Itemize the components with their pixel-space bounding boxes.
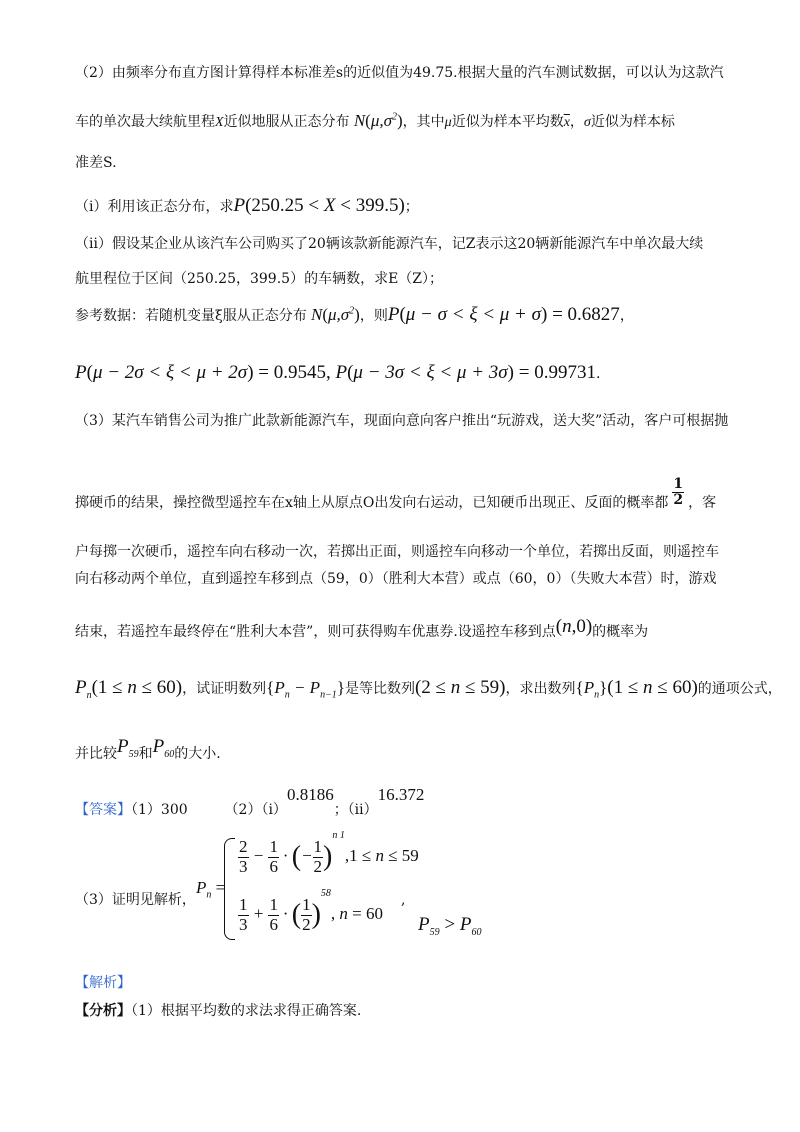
- analysis-fenxi-tag: 【分析】: [75, 1003, 131, 1019]
- answer-tag: 【答案】: [75, 802, 131, 818]
- answer-value-i: 0.8186: [286, 785, 334, 804]
- part2-question-ii-line1: （ⅱ）假设某企业从该汽车公司购买了20辆该款新能源汽车，记Z表示这20辆新能源汽车中单次最大续: [75, 236, 704, 252]
- part2-question-ii-line2: 航里程位于区间（250.25，399.5）的车辆数，求E（Z）；: [75, 271, 444, 287]
- analysis-tag: 【解析】: [75, 975, 131, 991]
- part3-line6: $P_n(1 \le n \le 60)$，试证明数列$\{P_n - P_{n-1}\}$是等比数列(2 ≤ n ≤ 59)，求出数列$\{P_n\}(1 \le n \le 60)$的通项公式，: [75, 677, 782, 701]
- one-half-fraction: $\frac{1}{2}$: [673, 476, 684, 509]
- normal-dist-formula: $N(\mu,\sigma^2)$: [349, 111, 403, 130]
- piecewise-case-2: $\frac{1}{3}$ + $\frac{1}{6}$ · ( $\frac{1}{2}$ )$^{58}$, n = 60: [239, 888, 383, 934]
- part3-line2: 掷硬币的结果，操控微型遥控车在x轴上从原点O出发向右运动，已知硬币出现正、反面的概率都 $\frac{1}{2}$ ，客: [75, 476, 717, 511]
- analysis-line: 【分析】（1）根据平均数的求法求得正确答案.: [75, 1003, 362, 1019]
- one-sigma-formula: P(μ − σ < ξ < μ + σ) = 0.6827: [387, 304, 620, 325]
- part2-line2: 车的单次最大续航里程X近似地服从正态分布 $N(\mu,\sigma^2)$，其中μ近似为样本平均数$\overline{x}$，σ近似为样本标: [75, 111, 675, 130]
- two-three-sigma-formula: P(μ − 2σ < ξ < μ + 2σ) = 0.9545, P(μ − 3σ < ξ < μ + 3σ) = 0.99731: [75, 362, 596, 383]
- answer-value-ii: 16.372: [377, 785, 425, 804]
- part2-question-i: （ⅰ）利用该正态分布，求P(250.25 < X < 399.5)；: [75, 195, 419, 216]
- reference-data-line1: 参考数据：若随机变量ξ服从正态分布 $N(\mu,\sigma^2)$，则P(μ − σ < ξ < μ + σ) = 0.6827，: [75, 304, 634, 325]
- answer-line: 【答案】（1）300 （2）（ⅰ）0.8186；（ⅱ）16.372: [75, 785, 425, 818]
- piecewise-brace: [224, 838, 235, 940]
- part3-line3: 户每掷一次硬币，遥控车向右移动一次，若掷出正面，则遥控车向移动一个单位，若掷出反面，则遥控车: [75, 544, 719, 560]
- part2-line3: 准差S.: [75, 155, 117, 171]
- piecewise-case-1: $\frac{2}{3}$ − $\frac{1}{6}$ · (− $\frac{1}{2}$ )$^{n 1}$,1 ≤ n ≤ 59: [239, 830, 419, 876]
- part3-line1: （3）某汽车销售公司为推广此款新能源汽车，现面向意向客户推出“玩游戏，送大奖”活动，客户可根据抛: [75, 413, 729, 429]
- pn-label: $P_n$ =: [196, 878, 226, 901]
- answer-part3-label: （3）证明见解析，: [75, 892, 196, 908]
- part3-line5: 结束，若遥控车最终停在“胜利大本营”，则可获得购车优惠券.设遥控车移到点(n,0)的概率为: [75, 616, 649, 640]
- probability-formula: P(250.25 < X < 399.5): [233, 195, 405, 216]
- reference-data-line2: P(μ − 2σ < ξ < μ + 2σ) = 0.9545, P(μ − 3σ < ξ < μ + 3σ) = 0.99731.: [75, 362, 601, 383]
- comparison-result: $P_{59} > P_{60}$: [418, 914, 482, 938]
- part3-line4: 向右移动两个单位，直到遥控车移到点（59，0）（胜利大本营）或点（60，0）（失败大本营）时，游戏: [75, 571, 717, 587]
- part3-line7: 并比较$P_{59}$和$P_{60}$的大小.: [75, 736, 221, 762]
- answer-comma: ,: [401, 892, 406, 908]
- part2-line1: （2）由频率分布直方图计算得样本标准差s的近似值为49.75.根据大量的汽车测试数据，可以认为这款汽: [75, 65, 724, 81]
